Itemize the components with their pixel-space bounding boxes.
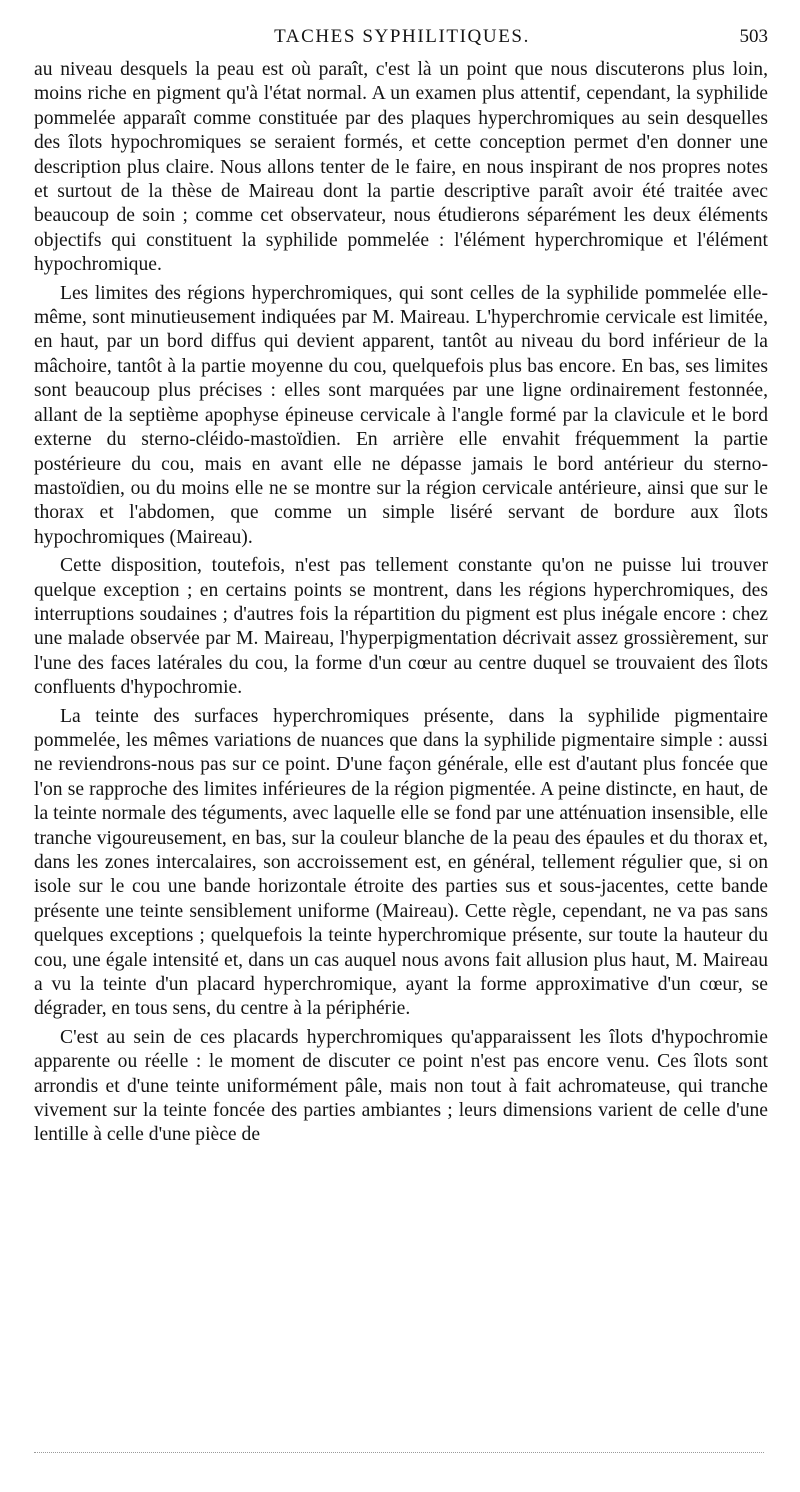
body-text	[34, 58, 768, 1152]
paragraph-hyperchromic-limits: Les limites des régions hyperchromiques, qui sont celles de la syphilide pommelée elle-même, sont minutieusement indiquées par M. Maireau. L'hyperchromie cervicale est limitée, en haut, par un bord diffus qui devient apparent, tantôt au niveau du bord inférieur de la mâchoire, tantôt à la partie moyenne du cou, quelquefois plus bas encore. En bas, ses limites sont beaucoup plus précises : elles sont marquées par une ligne ordinairement festonnée, allant de la septième apophyse épineuse cervicale à l'angle formé par la clavicule et le bord externe du sterno-cléido-mastoïdien. En arrière elle envahit fréquemment la partie postérieure du cou, mais en avant elle ne dépasse jamais le bord antérieur du sterno-mastoïdien, ou du moins elle ne se montre sur la région cervicale antérieure, ainsi que sur le thorax et l'abdomen, que comme un simple liséré servant de bordure aux îlots hypochromiques (Maireau).	[34, 282, 768, 548]
page-header	[36, 26, 768, 52]
paragraph-continuation: au niveau desquels la peau est où paraît, c'est là un point que nous discuterons plus loin, moins riche en pigment qu'à l'état normal. A un examen plus attentif, cependant, la syphilide pommelée apparaît comme constituée par des plaques hyperchromiques au sein desquelles des îlots hypochromiques se seraient formés, et cette conception permet d'en donner une description plus claire. Nous allons tenter de le faire, en nous inspirant de nos propres notes et surtout de la thèse de Maireau dont la partie descriptive paraît avoir été traitée avec beaucoup de soin ; comme cet observateur, nous étudierons séparément les deux éléments objectifs qui constituent la syphilide pommelée : l'élément hyperchromique et l'élément hypochromique.	[34, 59, 768, 276]
running-title: TACHES SYPHILITIQUES.	[274, 26, 530, 47]
page-number: 503	[739, 26, 768, 47]
paragraph-hypochromic-islets: C'est au sein de ces placards hyperchromiques qu'apparaissent les îlots d'hypochromie apparente ou réelle : le moment de discuter ce point n'est pas encore venu. Ces îlots sont arrondis et d'une teinte uniformément pâle, mais non tout à fait achromateuse, qui tranche vivement sur la teinte foncée des parties ambiantes ; leurs dimensions varient de celle d'une lentille à celle d'une pièce de	[34, 1026, 768, 1146]
paragraph-hyperchromic-tint: La teinte des surfaces hyperchromiques présente, dans la syphilide pigmentaire pommelée, les mêmes variations de nuances que dans la syphilide pigmentaire simple : aussi ne reviendrons-nous pas sur ce point. D'une façon générale, elle est d'autant plus foncée que l'on se rapproche des limites inférieures de la région pigmentée. A peine distincte, en haut, de la teinte normale des téguments, avec laquelle elle se fond par une atténuation insensible, elle tranche vigoureusement, en bas, sur la couleur blanche de la peau des épaules et du thorax et, dans les zones intercalaires, son accroissement est, en général, tellement régulier que, si on isole sur le cou une bande horizontale étroite des parties sus et sous-jacentes, cette bande présente une teinte sensiblement uniforme (Maireau). Cette règle, cependant, ne va pas sans quelques exceptions ; quelquefois la teinte hyperchromique présente, sur toute la hauteur du cou, une égale intensité et, dans un cas auquel nous avons fait allusion plus haut, M. Maireau a vu la teinte d'un placard hyperchromique, ayant la forme approximative d'un cœur, se dégrader, en tous sens, du centre à la périphérie.	[34, 705, 768, 1020]
footer-dotted-rule	[34, 1452, 764, 1453]
paragraph-exceptions: Cette disposition, toutefois, n'est pas tellement constante qu'on ne puisse lui trouver quelque exception ; en certains points se montrent, dans les régions hyperchromiques, des interruptions soudaines ; d'autres fois la répartition du pigment est plus inégale encore : chez une malade observée par M. Maireau, l'hyperpigmentation décrivait assez grossièrement, sur l'une des faces latérales du cou, la forme d'un cœur au centre duquel se trouvaient des îlots confluents d'hypochromie.	[34, 555, 768, 699]
